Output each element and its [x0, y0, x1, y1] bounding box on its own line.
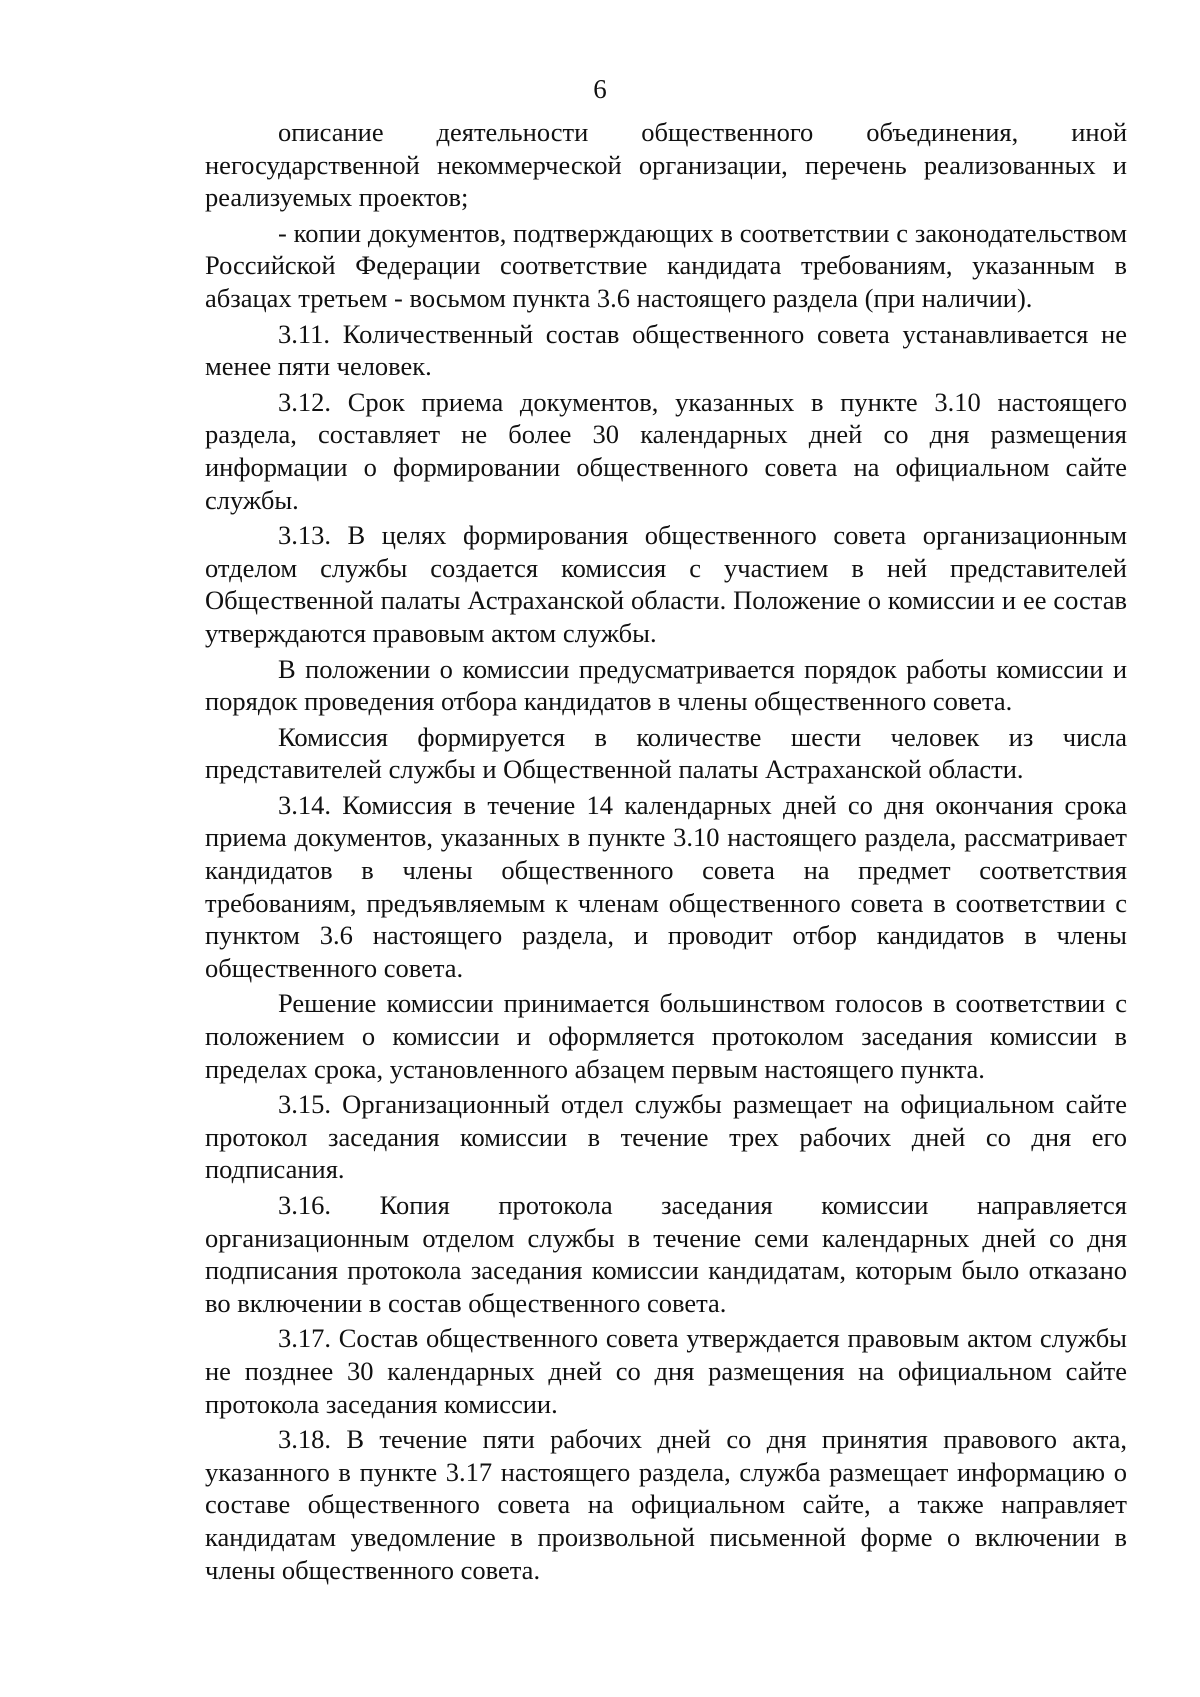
paragraph: В положении о комиссии предусматривается порядок работы комиссии и порядок проведения отбора кандидатов в члены общественного совета. — [205, 653, 1127, 717]
paragraph: - копии документов, подтверждающих в соответствии с законодательством Российской Федерации соответствие кандидата требованиям, указанным в абзацах третьем - восьмом пункта 3.6 настоящего раздела (при наличии). — [205, 217, 1127, 313]
paragraph: 3.14. Комиссия в течение 14 календарных дней со дня окончания срока приема документов, указанных в пункте 3.10 настоящего раздела, рассматривает кандидатов в члены общественного совета на предмет соответствия требованиям, предъявляемым к членам общественного совета в соответствии с пунктом 3.6 настоящего раздела, и проводит отбор кандидатов в члены общественного совета. — [205, 789, 1127, 983]
document-body — [205, 116, 1127, 1586]
paragraph: 3.16. Копия протокола заседания комиссии направляется организационным отделом службы в течение семи календарных дней со дня подписания протокола заседания комиссии кандидатам, которым было отказано во включении в состав общественного совета. — [205, 1190, 1127, 1318]
paragraph: 3.13. В целях формирования общественного совета организационным отделом службы создается комиссия с участием в ней представителей Общественной палаты Астраханской области. Положение о комиссии и ее состав утверждаются правовым актом службы. — [205, 520, 1127, 648]
paragraph: 3.11. Количественный состав общественного совета устанавливается не менее пяти человек. — [205, 318, 1127, 382]
paragraph: 3.12. Срок приема документов, указанных в пункте 3.10 настоящего раздела, составляет не более 30 календарных дней со дня размещения информации о формировании общественного совета на официальном сайте службы. — [205, 386, 1127, 515]
paragraph: Комиссия формируется в количестве шести человек из числа представителей службы и Общественной палаты Астраханской области. — [205, 721, 1127, 785]
paragraph: 3.18. В течение пяти рабочих дней со дня принятия правового акта, указанного в пункте 3.17 настоящего раздела, служба размещает информацию о составе общественного совета на официальном сайте, а также направляет кандидатам уведомление в произвольной письменной форме о включении в члены общественного совета. — [205, 1424, 1127, 1585]
paragraph: 3.17. Состав общественного совета утверждается правовым актом службы не позднее 30 календарных дней со дня размещения на официальном сайте протокола заседания комиссии. — [205, 1323, 1127, 1419]
paragraph: описание деятельности общественного объединения, иной негосударственной некоммерческой организации, перечень реализованных и реализуемых проектов; — [205, 117, 1127, 213]
paragraph: Решение комиссии принимается большинством голосов в соответствии с положением о комиссии и оформляется протоколом заседания комиссии в пределах срока, установленного абзацем первым настоящего пункта. — [205, 988, 1127, 1084]
page-number: 6 — [593, 74, 607, 104]
paragraph: 3.15. Организационный отдел службы размещает на официальном сайте протокол заседания комиссии в течение трех рабочих дней со дня его подписания. — [205, 1089, 1127, 1185]
